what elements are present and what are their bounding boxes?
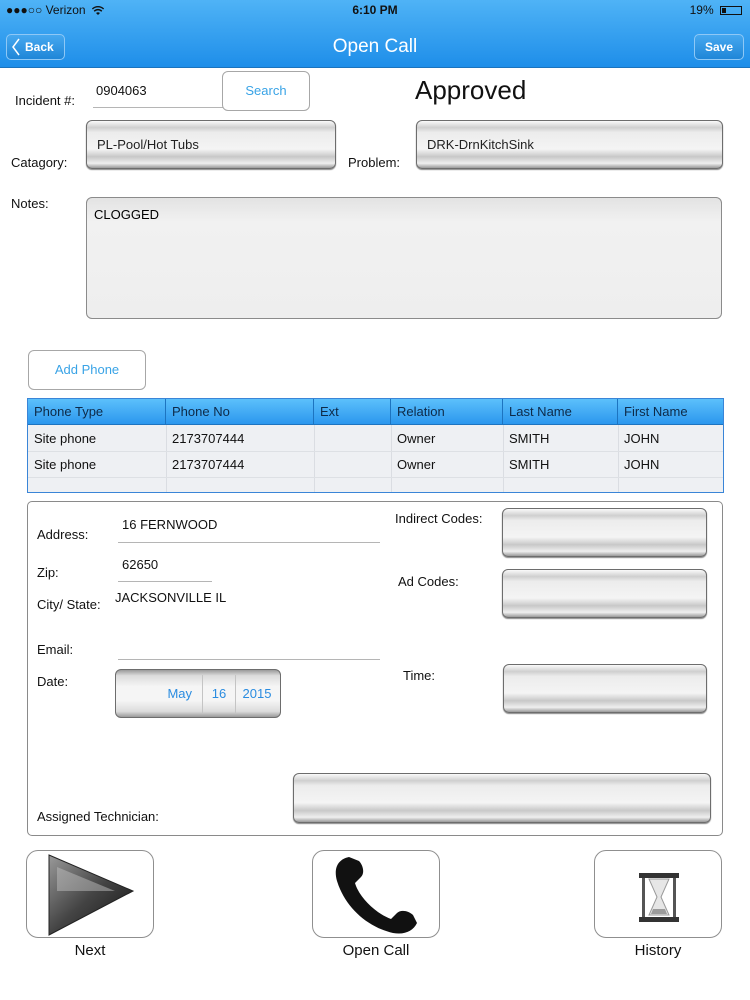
- email-label: Email:: [37, 642, 74, 657]
- notes-label: Notes:: [11, 196, 49, 211]
- indirect-codes-label: Indirect Codes:: [395, 511, 483, 526]
- date-year[interactable]: 2015: [235, 675, 278, 713]
- battery-indicator: 19%: [690, 3, 742, 17]
- date-picker[interactable]: [115, 669, 281, 718]
- technician-label: Assigned Technician:: [37, 809, 159, 824]
- col-relation[interactable]: Relation: [391, 399, 503, 425]
- cell-first-name: JOHN: [624, 457, 660, 472]
- zip-label: Zip:: [37, 565, 59, 580]
- problem-value: DRK-DrnKitchSink: [427, 137, 534, 152]
- col-phone-no[interactable]: Phone No: [166, 399, 314, 425]
- category-select[interactable]: [86, 120, 336, 169]
- cell-last-name: SMITH: [509, 457, 550, 472]
- next-button[interactable]: [26, 850, 154, 938]
- incident-underline: [93, 107, 223, 108]
- battery-icon: [720, 6, 742, 15]
- cell-relation: Owner: [397, 457, 436, 472]
- cell-phone-no: 2173707444: [172, 457, 245, 472]
- add-phone-button[interactable]: Add Phone: [28, 350, 146, 390]
- time-label: Time:: [403, 668, 436, 683]
- nav-bar: [0, 0, 750, 68]
- address-input[interactable]: 16 FERNWOOD: [122, 517, 218, 532]
- zip-input[interactable]: 62650: [122, 557, 159, 572]
- email-underline: [118, 659, 380, 660]
- notes-value: CLOGGED: [94, 207, 160, 222]
- cell-phone-no: 2173707444: [172, 431, 245, 446]
- cell-ext: [314, 426, 320, 452]
- city-state-label: City/ State:: [37, 597, 101, 612]
- incident-input[interactable]: 0904063: [96, 83, 147, 98]
- open-call-label: Open Call: [342, 942, 410, 959]
- history-button[interactable]: [594, 850, 722, 938]
- col-first-name[interactable]: First Name: [624, 404, 688, 419]
- time-select[interactable]: [503, 664, 707, 713]
- date-label: Date:: [37, 674, 69, 689]
- search-button[interactable]: Search: [222, 71, 310, 111]
- col-last-name[interactable]: Last Name: [503, 399, 618, 425]
- ad-codes-select[interactable]: [502, 569, 707, 618]
- address-underline: [118, 542, 380, 543]
- problem-label: Problem:: [348, 155, 401, 170]
- save-button[interactable]: Save: [694, 34, 744, 60]
- open-call-button[interactable]: [312, 850, 440, 938]
- cell-ext: [314, 452, 320, 478]
- carrier-label: ●●●○○ Verizon: [6, 3, 104, 17]
- incident-label: Incident #:: [15, 93, 75, 108]
- approval-status: Approved: [415, 75, 527, 105]
- problem-select[interactable]: [416, 120, 723, 169]
- technician-select[interactable]: [293, 773, 711, 823]
- city-state-value[interactable]: JACKSONVILLE IL: [115, 590, 227, 605]
- back-button[interactable]: Back: [6, 34, 65, 60]
- indirect-codes-select[interactable]: [502, 508, 707, 557]
- phone-icon: [313, 851, 441, 939]
- cell-last-name: SMITH: [509, 431, 550, 446]
- notes-textarea[interactable]: [86, 197, 722, 319]
- hourglass-icon: [595, 851, 723, 939]
- zip-underline: [118, 581, 212, 582]
- history-label: History: [634, 942, 682, 959]
- date-day[interactable]: 16: [202, 675, 235, 713]
- category-label: Catagory:: [11, 155, 68, 170]
- col-ext[interactable]: Ext: [314, 399, 391, 425]
- col-phone-type[interactable]: Phone Type: [28, 399, 166, 425]
- address-label: Address:: [37, 527, 89, 542]
- page-title: Open Call: [332, 36, 418, 57]
- date-month[interactable]: May: [167, 686, 192, 701]
- ad-codes-label: Ad Codes:: [398, 574, 459, 589]
- status-time: 6:10 PM: [352, 3, 398, 17]
- cell-first-name: JOHN: [624, 431, 660, 446]
- phone-table-header: [28, 399, 723, 425]
- cell-phone-type: Site phone: [34, 431, 97, 446]
- phone-table: [27, 398, 724, 493]
- category-value: PL-Pool/Hot Tubs: [97, 137, 199, 152]
- cell-relation: Owner: [397, 431, 436, 446]
- next-label: Next: [74, 942, 106, 959]
- cell-phone-type: Site phone: [34, 457, 97, 472]
- play-arrow-icon: [27, 851, 155, 939]
